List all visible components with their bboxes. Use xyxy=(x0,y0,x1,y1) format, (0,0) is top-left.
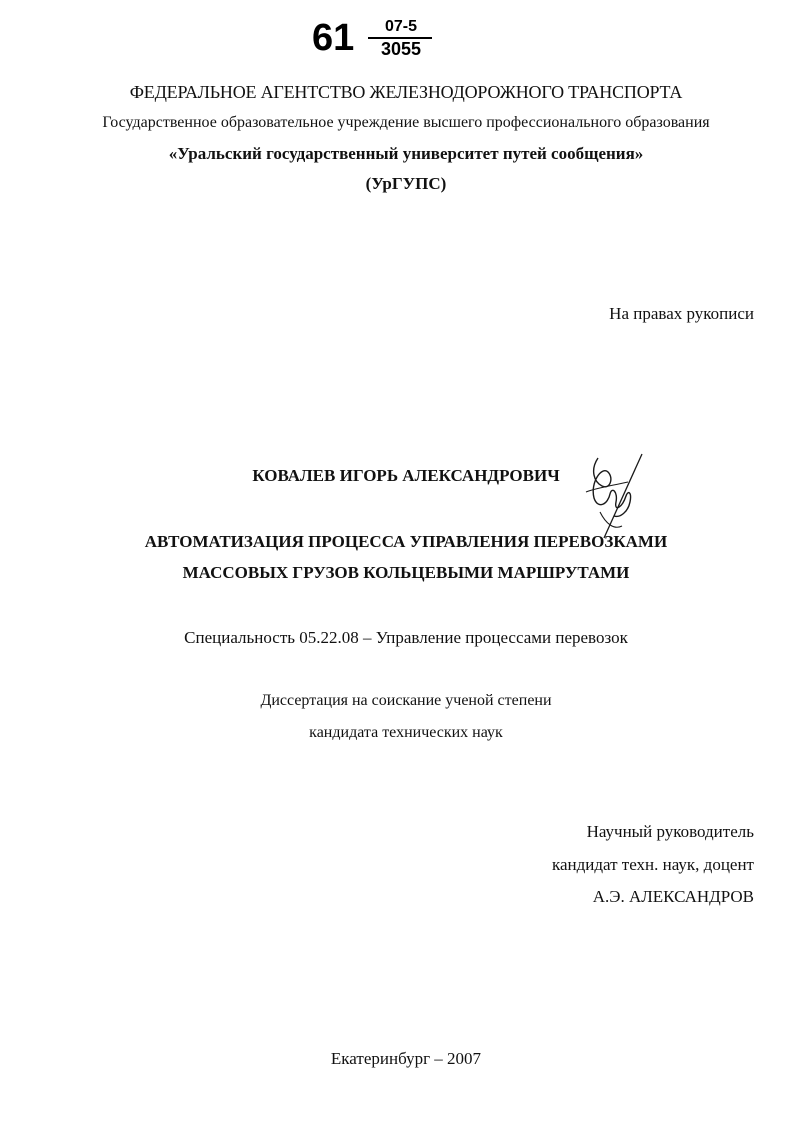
institution-type: Государственное образовательное учреждение высшего профессионального образования xyxy=(102,114,710,131)
stamp-denominator: 3055 xyxy=(380,39,422,59)
dissertation-title-line-1: АВТОМАТИЗАЦИЯ ПРОЦЕССА УПРАВЛЕНИЯ ПЕРЕВОЗКАМИ xyxy=(144,532,668,551)
manuscript-rights-note: На правах рукописи xyxy=(609,304,754,323)
agency-heading: ФЕДЕРАЛЬНОЕ АГЕНТСТВО ЖЕЛЕЗНОДОРОЖНОГО ТРАНСПОРТА xyxy=(129,82,683,102)
handwritten-signature xyxy=(580,452,650,544)
specialty-line: Специальность 05.22.08 – Управление процессами перевозок xyxy=(184,628,628,647)
stamp-numerator: 07-5 xyxy=(384,18,418,35)
dissertation-title-line-2: МАССОВЫХ ГРУЗОВ КОЛЬЦЕВЫМИ МАРШРУТАМИ xyxy=(182,563,630,582)
catalogue-stamp xyxy=(312,16,442,66)
city-and-year: Екатеринбург – 2007 xyxy=(330,1049,482,1068)
university-abbreviation: (УрГУПС) xyxy=(365,174,447,193)
stamp-main-number: 61 xyxy=(312,17,355,59)
degree-line-2: кандидата технических наук xyxy=(309,724,503,741)
advisor-role: Научный руководитель xyxy=(586,822,754,841)
university-name: «Уральский государственный университет путей сообщения» xyxy=(168,144,644,163)
degree-line-1: Диссертация на соискание ученой степени xyxy=(260,692,552,709)
advisor-degree: кандидат техн. наук, доцент xyxy=(551,855,754,874)
author-name: КОВАЛЕВ ИГОРЬ АЛЕКСАНДРОВИЧ xyxy=(252,466,560,485)
advisor-name: А.Э. АЛЕКСАНДРОВ xyxy=(592,887,754,906)
